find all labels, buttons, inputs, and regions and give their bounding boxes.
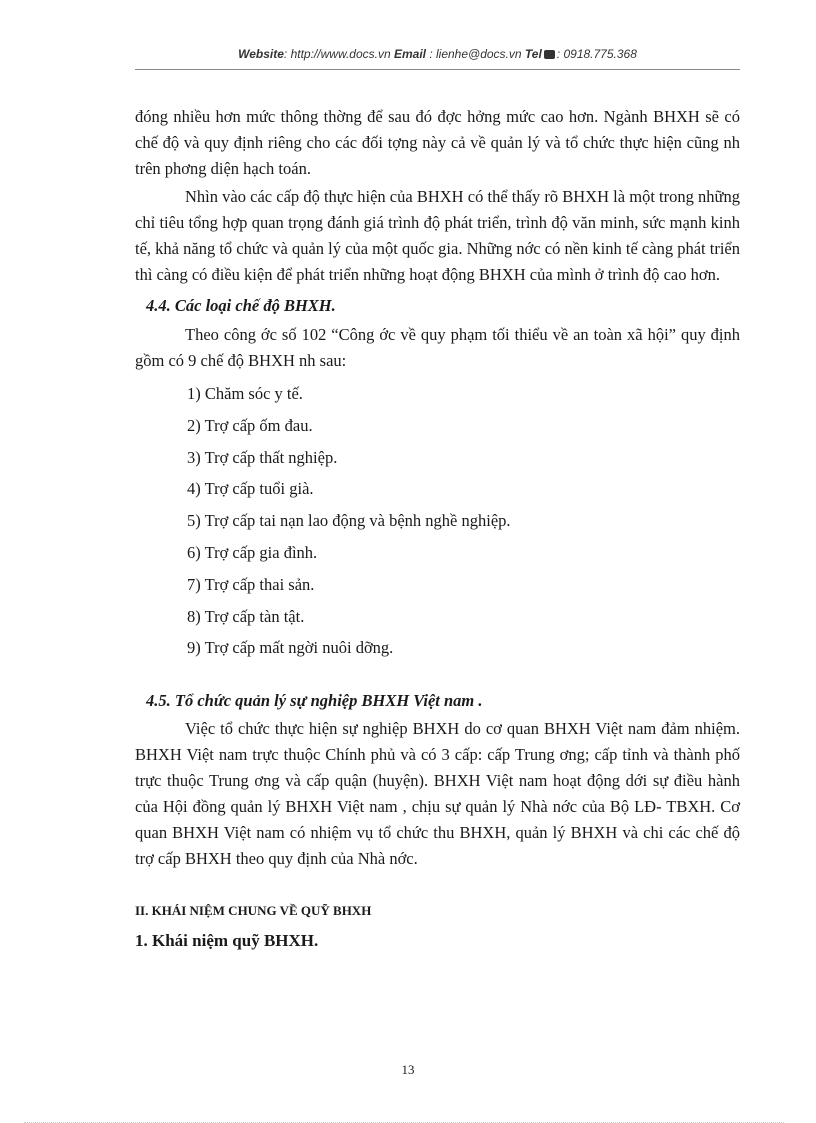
tel-value: : 0918.775.368 <box>556 47 637 61</box>
telephone-icon <box>544 50 555 59</box>
paragraph-2: Nhìn vào các cấp độ thực hiện của BHXH có thể thấy rõ BHXH là một trong những chỉ tiêu tổng hợp quan trọng đánh giá trình độ phát triển, trình độ văn minh, sức mạnh kinh tế, khả năng tổ chức và quản lý của một quốc gia. Những nớc có nền kinh tế càng phát triển thì càng có điều kiện để phát triển những hoạt động BHXH của mình ở trình độ cao hơn. <box>135 187 740 284</box>
tel-label: Tel <box>524 47 542 61</box>
heading-1: 1. Khái niệm quỹ BHXH. <box>135 931 319 951</box>
paragraph-4: Việc tổ chức thực hiện sự nghiệp BHXH do cơ quan BHXH Việt nam đảm nhiệm. BHXH Việt nam trực thuộc Chính phủ và có 3 cấp: cấp Trung ơng; cấp tỉnh và thành phố trực thuộc Trung ơng và cấp quận (huyện). BHXH Việt nam hoạt động dới sự điều hành của Hội đồng quản lý BHXH Việt nam , chịu sự quản lý Nhà nớc của Bộ LĐ- TBXH. Cơ quan BHXH Việt nam có nhiệm vụ tổ chức thu BHXH, quản lý BHXH và chi các chế độ trợ cấp BHXH theo quy định của Nhà nớc. <box>135 719 740 869</box>
list-item: 1) Chăm sóc y tế. <box>187 384 303 403</box>
list-item: 5) Trợ cấp tai nạn lao động và bệnh nghề nghiệp. <box>187 511 511 531</box>
document-body <box>135 104 740 954</box>
heading-4-4: 4.4. Các loại chế độ BHXH. <box>146 296 336 315</box>
email-label: Email <box>393 47 426 61</box>
heading-4-5: 4.5. Tổ chức quản lý sự nghiệp BHXH Việt nam . <box>146 691 483 711</box>
list-item: 9) Trợ cấp mất ngời nuôi dỡng. <box>187 638 394 658</box>
list-item: 3) Trợ cấp thất nghiệp. <box>187 447 338 467</box>
list-item: 6) Trợ cấp gia đình. <box>187 542 318 562</box>
benefit-list <box>135 378 740 664</box>
paragraph-3: Theo công ớc số 102 “Công ớc về quy phạm tối thiểu về an toàn xã hội” quy định gồm có 9 chế độ BHXH nh sau: <box>135 325 740 370</box>
paragraph-1: đóng nhiều hơn mức thông thờng để sau đó đợc hởng mức cao hơn. Ngành BHXH sẽ có chế độ và quy định riêng cho các đối tợng này cả về quản lý và tổ chức thực hiện cũng nh trên phơng diện hạch toán. <box>135 107 740 178</box>
list-item: 4) Trợ cấp tuổi già. <box>187 479 314 499</box>
website-label: Website <box>238 47 284 61</box>
page-number: 13 <box>401 1062 415 1077</box>
website-value: : http://www.docs.vn <box>283 47 394 61</box>
page-header <box>135 47 740 70</box>
list-item: 2) Trợ cấp ốm đau. <box>187 415 313 435</box>
list-item: 7) Trợ cấp thai sản. <box>187 574 315 594</box>
list-item: 8) Trợ cấp tàn tật. <box>187 606 305 626</box>
heading-section-2: II. KHÁI NIỆM CHUNG VỀ QUỸ BHXH <box>135 903 372 919</box>
email-value: : lienhe@docs.vn <box>425 47 525 61</box>
